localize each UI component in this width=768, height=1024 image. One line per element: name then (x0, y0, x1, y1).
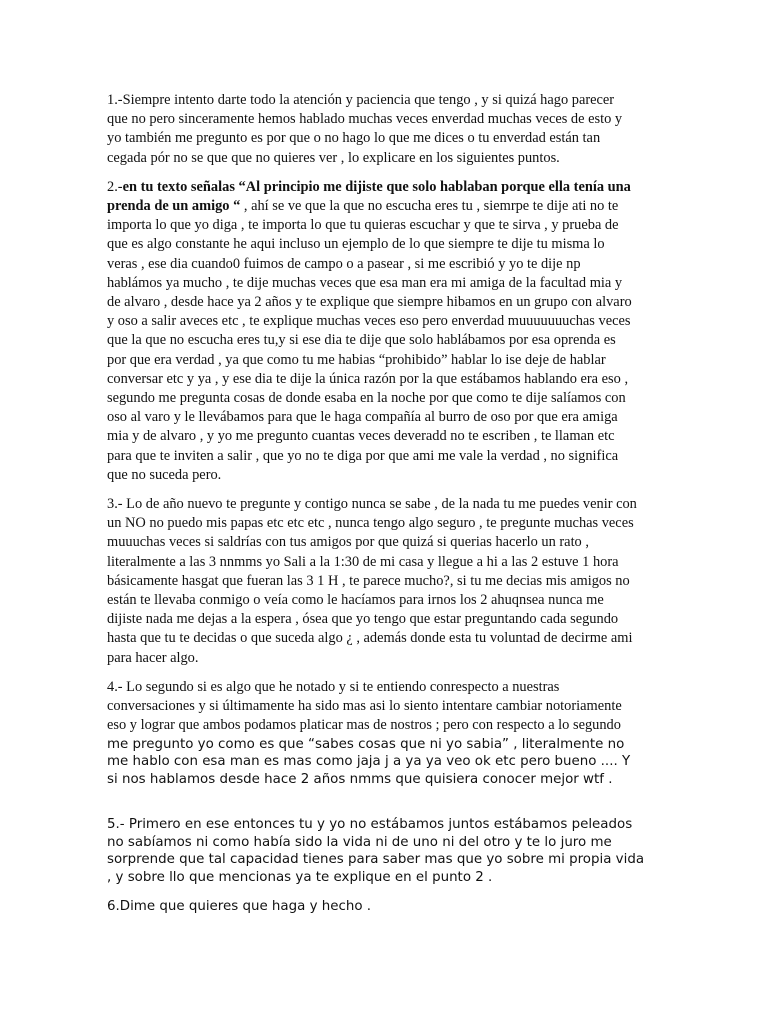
point-number: 2.- (107, 178, 123, 195)
text-line: dijiste nada me dejas a la espera , ósea que yo tengo que estar preguntando cada segundo (107, 611, 619, 628)
text-line: que es algo constante he aqui incluso un ejemplo de lo que siempre te dije tu misma lo (107, 236, 605, 253)
text-line: conversar etc y ya , y ese dia te dije la única razón por la que estábamos hablando era eso , (107, 370, 629, 387)
text-line: para hacer algo. (107, 649, 199, 666)
text-line: literalmente a las 3 nnmms yo Sali a la 1:30 de mi casa y llegue a hi a las 2 estuve 1 hora (107, 553, 619, 570)
paragraph-1 (107, 91, 667, 168)
text-line: hasta que tu te decidas o que suceda algo ¿ , además donde esta tu voluntad de decirme ami (107, 630, 633, 647)
text-line: que la que no escucha eres tu,y si ese dia te dije que solo hablábamos por esa oprenda es (107, 332, 616, 349)
text-line: para que te inviten a salir , que yo no te diga por que ami me vale la verdad , no significa (107, 447, 619, 464)
text-line: que no suceda pero. (107, 466, 222, 483)
text-line: están te llevaba conmigo o veía como le hacíamos para irnos los 2 ahuqnsea nunca me (107, 592, 604, 609)
text-line: mia y de alvaro , y yo me pregunto cuantas veces deveradd no te escriben , te llaman etc (107, 428, 615, 445)
paragraph-6 (107, 898, 667, 916)
text-line (107, 197, 667, 216)
text-line: muuuchas veces si saldrías con tus amigos por que quizá si querias hacerlo un rato , (107, 534, 589, 551)
text-line: 3.- Lo de año nuevo te pregunte y contigo nunca se sabe , de la nada tu me puedes venir con (107, 496, 637, 513)
text-line: me pregunto yo como es que “sabes cosas que ni yo sabia” , literalmente no (107, 736, 625, 752)
text-line: no sabíamos ni como había sido la vida ni de uno ni del otro y te lo juro me (107, 834, 612, 850)
text-line: segundo me pregunta cosas de donde esaba en la noche por que como te dije salíamos con (107, 390, 626, 407)
paragraph-3 (107, 495, 667, 668)
text-line: 6.Dime que quieres que haga y hecho . (107, 898, 372, 914)
quoted-text: en tu texto señalas “Al principio me dijiste que solo hablaban porque ella tenía una (122, 178, 631, 195)
paragraph-5 (107, 816, 667, 886)
text-line: , y sobre llo que mencionas ya te explique en el punto 2 . (107, 870, 493, 886)
text-line: oso al varo y le llevábamos para que le haga compañía al burro de oso por que era amiga (107, 409, 618, 426)
text-line: 1.-Siempre intento darte todo la atención y paciencia que tengo , y si quizá hago parecer (107, 92, 615, 108)
text-line: cegada pór no se que que no quieres ver , lo explicare en los siguientes puntos. (107, 149, 560, 166)
text-line: importa lo que yo diga , te importa lo que tu quieras escuchar y que te sirva , y prueba de (107, 217, 619, 234)
text-line: sorprende que tal capacidad tienes para saber mas que yo sobre mi propia vida (107, 852, 645, 868)
text-line: y oso a salir aveces etc , te explique muchas veces eso pero enverdad muuuuuuuchas veces (107, 313, 631, 330)
text-line: que no pero sinceramente hemos hablado muchas veces enverdad muchas veces de esto y (107, 111, 623, 128)
text-line: hablámos ya mucho , te dije muchas veces que esa man era mi amiga de la facultad mia y (107, 274, 623, 291)
text-line: un NO no puedo mis papas etc etc etc , nunca tengo algo seguro , te pregunte muchas veces (107, 515, 634, 532)
text-line: de alvaro , desde hace ya 2 años y te explique que siempre hibamos en un grupo con alvaro (107, 294, 632, 311)
paragraph-4-sans-part (107, 736, 667, 789)
quoted-text: prenda de un amigo “ (107, 198, 241, 215)
body-text: , ahí se ve que la que no escucha eres tu , siemrpe te dije ati no te (243, 198, 619, 215)
text-line: eso y lograr que ambos podamos platicar mas de nostros ; pero con respecto a lo segundo (107, 717, 621, 734)
text-line (107, 178, 667, 197)
text-line: me hablo con esa man es mas como jaja j a ya ya veo ok etc pero bueno .... Y (107, 754, 631, 770)
text-line: veras , ese dia cuando0 fuimos de campo o a pasear , si me escribió y yo te dije np (107, 255, 581, 272)
text-line: yo también me pregunto es por que o no hago lo que me dices o tu enverdad están tan (107, 130, 601, 147)
text-line: conversaciones y si últimamente ha sido mas asi lo siento intentare cambiar notoriamente (107, 698, 622, 715)
text-line: 4.- Lo segundo si es algo que he notado y si te entiendo conrespecto a nuestras (107, 678, 560, 695)
paragraph-4 (107, 678, 667, 788)
text-line: si nos hablamos desde hace 2 años nmms que quisiera conocer mejor wtf . (107, 771, 613, 787)
text-line: 5.- Primero en ese entonces tu y yo no estábamos juntos estábamos peleados (107, 817, 633, 833)
paragraph-4-serif-part (107, 678, 667, 736)
text-line: básicamente hasgat que fueran las 3 1 H , te parece mucho?, si tu me decias mis amigos no (107, 572, 630, 589)
text-line: por que era verdad , ya que como tu me habias “prohibido” hablar lo ise deje de hablar (107, 351, 606, 368)
paragraph-2 (107, 178, 667, 485)
document-page (107, 91, 667, 915)
